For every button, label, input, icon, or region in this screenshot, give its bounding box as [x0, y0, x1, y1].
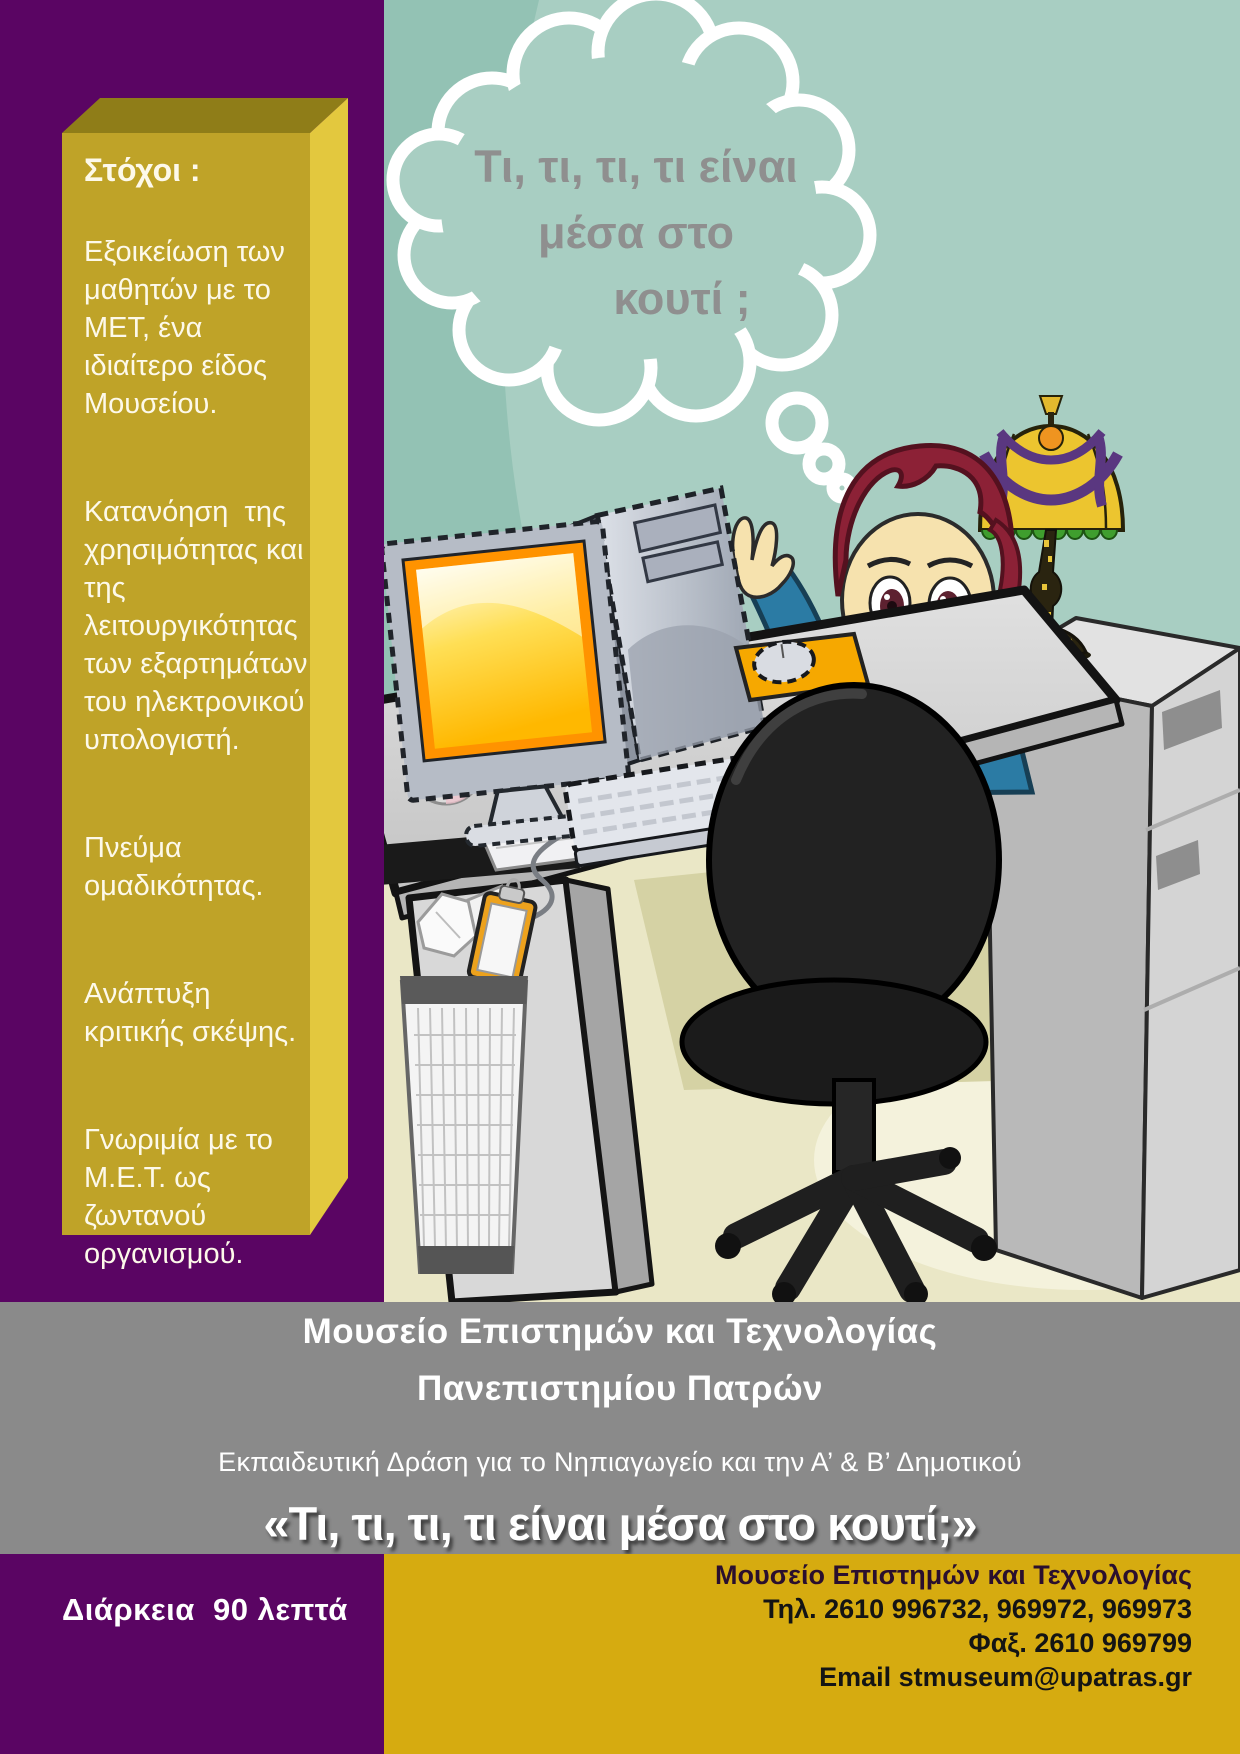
chair-post	[834, 1080, 874, 1172]
trash-rim	[400, 976, 528, 1004]
duration-block	[0, 1554, 384, 1754]
office-illustration	[384, 0, 1240, 1302]
goal-item: Κατανόηση της χρησιμότητας και της λειτουργικότητας των εξαρτημάτων του ηλεκτρονικού υπολογιστή.	[84, 496, 316, 756]
goal-box-top-face	[62, 98, 348, 133]
bubble-line: Τι, τι, τι, τι είναι	[474, 141, 798, 192]
sidebar	[0, 0, 384, 1302]
footer	[0, 1554, 1240, 1754]
goal-item: Εξοικείωση των μαθητών με το ΜΕΤ, ένα ιδιαίτερο είδος Μουσείου.	[84, 236, 293, 420]
contact-email: Email stmuseum@upatras.gr	[819, 1662, 1192, 1692]
trash-base-band	[418, 1246, 514, 1274]
bubble-line: μέσα στο	[538, 207, 734, 258]
contact-fax: Φαξ. 2610 969799	[968, 1628, 1192, 1658]
banner-subtitle: Εκπαιδευτική Δράση για το Νηπιαγωγείο και την Α’ & Β’ Δημοτικού	[218, 1447, 1022, 1477]
museum-title-line1: Μουσείο Επιστημών και Τεχνολογίας	[302, 1312, 938, 1351]
contact-phone: Τηλ. 2610 996732, 969972, 969973	[763, 1594, 1192, 1624]
title-banner	[0, 1302, 1240, 1554]
goal-box-right-face	[310, 98, 348, 1235]
activity-title: «Τι, τι, τι, τι είναι μέσα στο κουτί;»	[263, 1497, 977, 1550]
museum-title-line2: Πανεπιστημίου Πατρών	[416, 1369, 824, 1408]
goal-item: Πνεύμα ομαδικότητας.	[84, 832, 264, 902]
bubble-line: κουτί ;	[613, 273, 751, 324]
bubble-tail-1	[772, 398, 822, 448]
contact-block	[715, 1558, 1192, 1694]
goal-item: Ανάπτυξη κριτικής σκέψης.	[84, 978, 297, 1048]
goals-panel	[84, 152, 316, 1343]
goals-title: Στόχοι :	[84, 152, 201, 188]
duration-text: Διάρκεια 90 λεπτά	[62, 1592, 348, 1627]
goal-item: Γνωριμία με το Μ.Ε.Τ. ως ζωντανού οργανισμού.	[84, 1124, 281, 1270]
contact-org: Μουσείο Επιστημών και Τεχνολογίας	[715, 1560, 1192, 1590]
